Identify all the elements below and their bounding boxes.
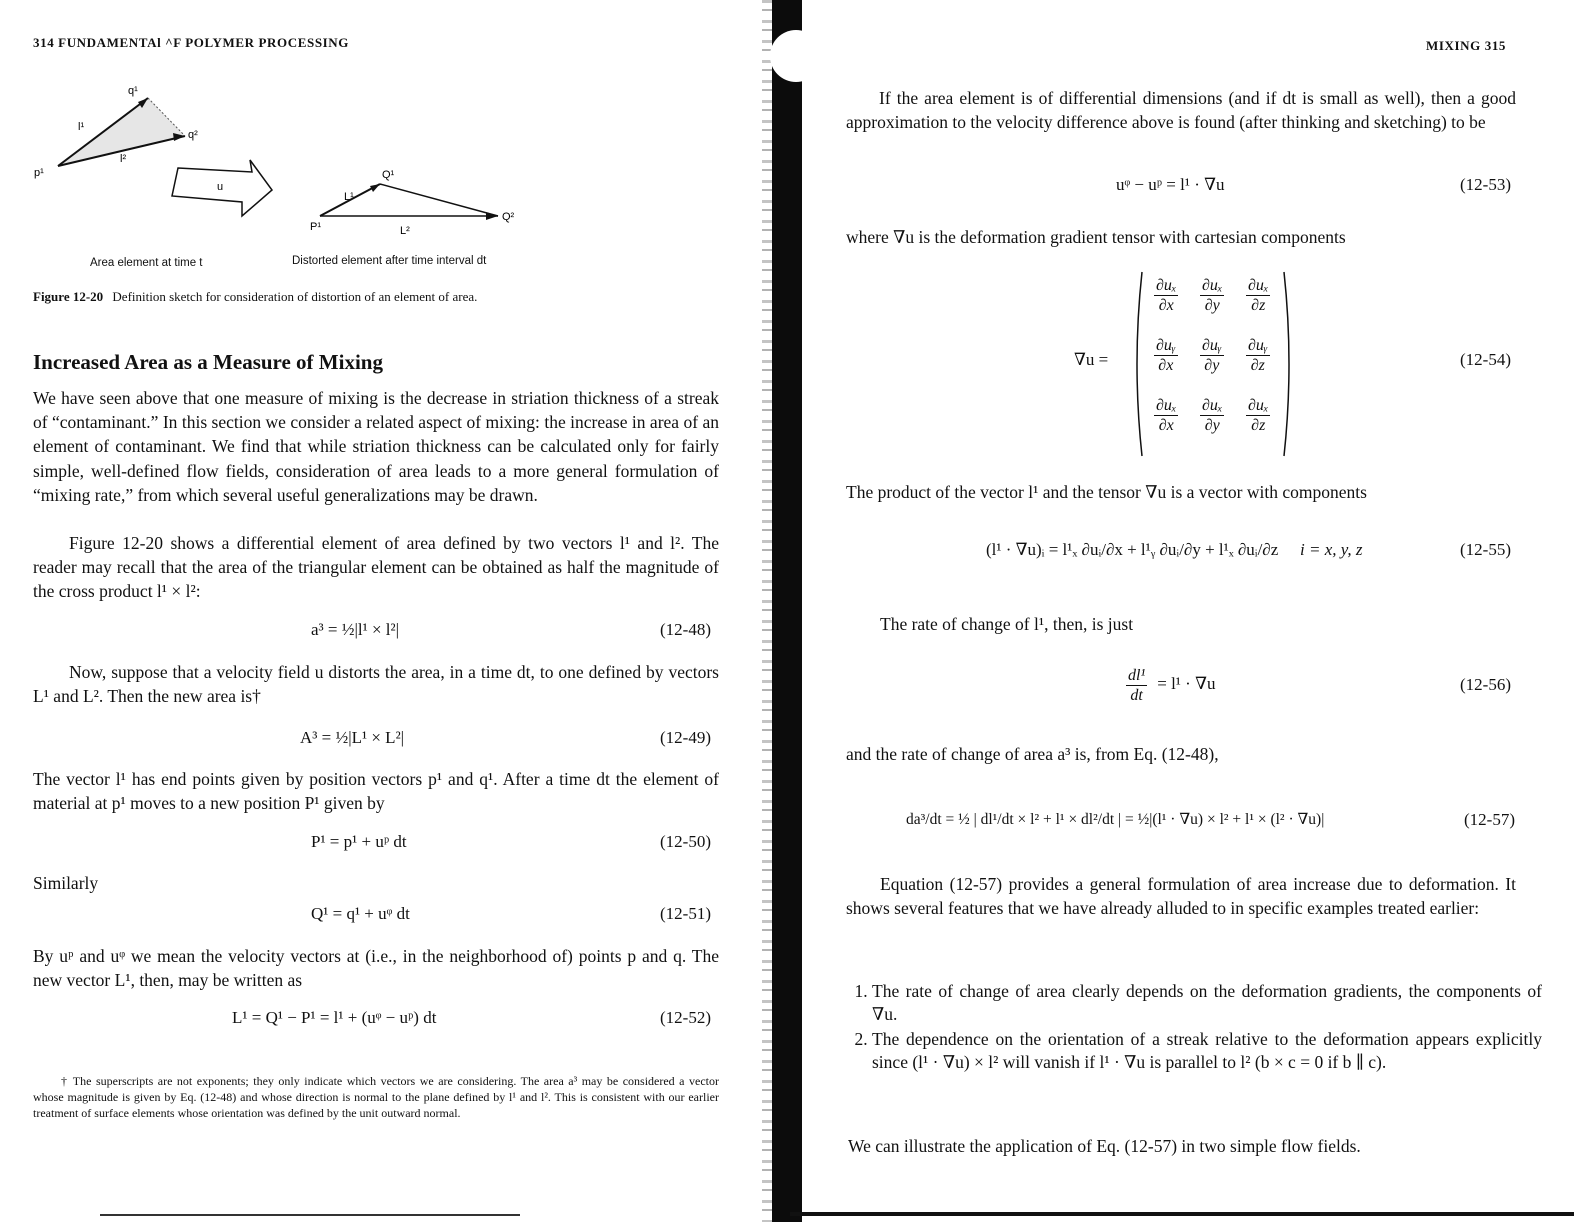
equation-number-12-55: (12-55) — [1460, 540, 1511, 559]
matrix-entry-numerator: ∂uₓ — [1156, 397, 1177, 414]
bottom-edge-left — [100, 1214, 520, 1216]
equation-number-12-49: (12-49) — [660, 728, 711, 747]
equation-12-51: Q¹ = q¹ + uᵠ dt — [311, 904, 410, 923]
subcaption-left: Area element at time t — [90, 257, 203, 269]
equation-12-54-lhs: ∇u = — [1074, 350, 1109, 369]
label-l2: l² — [120, 153, 127, 165]
matrix-entry-denominator: ∂x — [1158, 417, 1174, 434]
equation-number-12-51: (12-51) — [660, 904, 711, 923]
equation-12-52: L¹ = Q¹ − P¹ = l¹ + (uᵠ − uᵖ) dt — [232, 1008, 437, 1027]
matrix-entry — [1154, 276, 1178, 315]
matrix-entry-denominator: ∂z — [1250, 357, 1265, 374]
equation-12-55: (l¹ · ∇u)ᵢ = l¹ₓ ∂uᵢ/∂x + l¹ᵧ ∂uᵢ/∂y + l¹ₓ ∂uᵢ/∂z — [986, 540, 1279, 559]
equation-number-12-50: (12-50) — [660, 832, 711, 851]
matrix-entry-numerator: ∂uᵧ — [1248, 337, 1268, 354]
equation-number-12-52: (12-52) — [660, 1008, 711, 1027]
matrix-entry — [1246, 336, 1270, 375]
feature-list — [848, 980, 1542, 1076]
equation-number-12-48: (12-48) — [660, 620, 711, 639]
label-L1: L¹ — [344, 191, 354, 203]
equation-12-55-condition: i = x, y, z — [1300, 540, 1363, 559]
matrix-entry — [1200, 396, 1224, 435]
label-l1: l¹ — [78, 121, 85, 133]
left-page — [0, 0, 760, 1222]
label-p1: p¹ — [34, 167, 44, 179]
deformation-gradient-matrix — [1138, 270, 1288, 458]
arrowhead-L1 — [370, 184, 380, 192]
list-item: 2. The dependence on the orientation of a streak relative to the deformation appears explicitly since (l¹ · ∇u) × l² will vanish if l¹ · ∇u is parallel to l² (b × c = 0 if b ∥ c). — [872, 1028, 1542, 1074]
equation-number-12-56: (12-56) — [1460, 675, 1511, 694]
label-P1: P¹ — [310, 221, 321, 233]
label-u: u — [217, 181, 224, 193]
figure-caption-text: Definition sketch for consideration of distortion of an element of area. — [112, 289, 478, 304]
left-para-1: We have seen above that one measure of mixing is the decrease in striation thickness of a streak of “contaminant.” In this section we consider a related aspect of mixing: the increase in area of an element of contaminant. We find that while striation thickness can be calculated only for fairly simple, well-defined flow fields, consideration of area leads to a more general formulation of “mixing rate,” from which several useful generalizations may be drawn. — [33, 388, 719, 505]
eq56-rhs: = l¹ · ∇u — [1157, 674, 1216, 694]
right-para-5: and the rate of change of area a³ is, from Eq. (12-48), — [846, 744, 1219, 764]
equation-number-12-53: (12-53) — [1460, 175, 1511, 194]
label-Q2: Q² — [502, 211, 515, 223]
right-para-6: Equation (12-57) provides a general formulation of area increase due to deformation. It shows several features that we have already alluded to in specific examples treated earlier: — [846, 874, 1516, 919]
eq56-numerator: dl¹ — [1128, 667, 1146, 684]
right-page — [800, 0, 1574, 1222]
matrix-entry-denominator: ∂x — [1158, 297, 1174, 314]
equation-number-12-57: (12-57) — [1464, 810, 1515, 829]
matrix-entry — [1246, 276, 1270, 315]
matrix-entry-numerator: ∂uᵧ — [1156, 337, 1176, 354]
left-para-5: By uᵖ and uᵠ we mean the velocity vectors at (i.e., in the neighborhood of) points p and q. The new vector L¹, then, may be written as — [33, 946, 719, 991]
matrix-entry — [1200, 336, 1224, 375]
matrix-entry — [1200, 276, 1224, 315]
book-spine — [772, 0, 802, 1222]
similarly-text: Similarly — [33, 873, 99, 893]
equation-12-56 — [1126, 666, 1215, 705]
matrix-entry — [1246, 396, 1270, 435]
label-q1: q¹ — [128, 85, 138, 97]
figure-12-20 — [20, 78, 560, 268]
right-closing: We can illustrate the application of Eq. (12-57) in two simple flow fields. — [848, 1136, 1361, 1156]
fraction-dl-dt — [1126, 666, 1147, 705]
running-head-left: 314 FUNDAMENTAl ^F POLYMER PROCESSING — [33, 35, 350, 50]
footnote: † The superscripts are not exponents; they only indicate which vectors we are considering. The area a³ may be considered a vector whose magnitude is given by Eq. (12-48) and whose direction is normal to the plane defined by l¹ and l². This is consistent with our earlier treatment of surface elements whose orientation was defined by the unit outward normal. — [33, 1074, 719, 1120]
matrix-entry-numerator: ∂uₓ — [1202, 277, 1223, 294]
matrix-entry-numerator: ∂uₓ — [1248, 397, 1269, 414]
figure-caption — [33, 289, 477, 305]
right-para-1: If the area element is of differential dimensions (and if dt is small as well), then a good approximation to the velocity difference above is found (after thinking and sketching) to be — [846, 88, 1516, 133]
label-L2: L² — [400, 225, 410, 237]
equation-12-53: uᵠ − uᵖ = l¹ · ∇u — [1116, 175, 1225, 194]
right-para-4: The rate of change of l¹, then, is just — [880, 614, 1134, 634]
triangle-edge-distorted — [380, 184, 498, 216]
left-para-4: The vector l¹ has end points given by position vectors p¹ and q¹. After a time dt the element of material at p¹ moves to a new position P¹ given by — [33, 769, 719, 814]
matrix-entry — [1154, 396, 1178, 435]
matrix-entry — [1154, 336, 1178, 375]
equation-12-48: a³ = ½|l¹ × l²| — [311, 620, 400, 639]
equation-12-49: A³ = ½|L¹ × L²| — [300, 728, 405, 747]
label-Q1: Q¹ — [382, 169, 395, 181]
section-heading: Increased Area as a Measure of Mixing — [33, 350, 383, 374]
equation-12-57: da³/dt = ½ | dl¹/dt × l² + l¹ × dl²/dt | = ½|(l¹ · ∇u) × l² + l¹ × (l² · ∇u)| — [906, 811, 1325, 828]
list-item: 1. The rate of change of area clearly depends on the deformation gradients, the components of ∇u. — [872, 980, 1542, 1026]
arrowhead-L2 — [486, 212, 498, 220]
matrix-entry-numerator: ∂uₓ — [1248, 277, 1269, 294]
left-para-3: Now, suppose that a velocity field u distorts the area, in a time dt, to one defined by vectors L¹ and L². Then the new area is† — [33, 662, 719, 707]
matrix-entry-numerator: ∂uₓ — [1156, 277, 1177, 294]
matrix-entry-denominator: ∂y — [1204, 417, 1220, 434]
matrix-entry-denominator: ∂x — [1158, 357, 1174, 374]
label-q2: q² — [188, 129, 198, 141]
matrix-entry-denominator: ∂y — [1204, 297, 1220, 314]
right-para-2: where ∇u is the deformation gradient tensor with cartesian components — [846, 227, 1346, 247]
equation-12-50: P¹ = p¹ + uᵖ dt — [311, 832, 407, 851]
matrix-entry-denominator: ∂z — [1251, 297, 1266, 314]
matrix-entry-numerator: ∂uᵧ — [1202, 337, 1222, 354]
matrix-entry-denominator: ∂z — [1251, 417, 1266, 434]
matrix-entry-numerator: ∂uₓ — [1202, 397, 1223, 414]
figure-caption-label: Figure 12-20 — [33, 289, 104, 304]
equation-number-12-54: (12-54) — [1460, 350, 1511, 369]
matrix-entry-denominator: ∂y — [1204, 357, 1220, 374]
eq56-denominator: dt — [1130, 687, 1143, 704]
subcaption-right: Distorted element after time interval dt — [292, 255, 487, 267]
left-para-2: Figure 12-20 shows a differential element of area defined by two vectors l¹ and l². The reader may recall that the area of the triangular element can be obtained as half the magnitude of the cross product l¹ × l²: — [33, 533, 719, 602]
running-head-right: MIXING 315 — [1426, 38, 1507, 53]
right-para-3: The product of the vector l¹ and the tensor ∇u is a vector with components — [846, 482, 1367, 502]
